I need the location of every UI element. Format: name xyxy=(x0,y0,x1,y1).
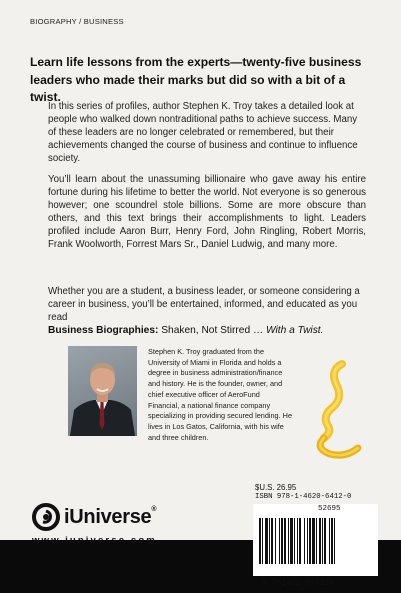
barcode-bar xyxy=(316,518,317,564)
barcode-bar xyxy=(275,518,276,564)
barcode-bar xyxy=(324,518,326,564)
barcode-bar xyxy=(290,518,293,564)
barcode-bar xyxy=(319,518,321,564)
lemon-twist-image xyxy=(300,360,372,460)
category-label: BIOGRAPHY / BUSINESS xyxy=(30,17,124,26)
barcode-bar xyxy=(312,518,315,564)
tagline-regular: Shaken, Not Stirred … xyxy=(158,325,266,336)
barcode-bar xyxy=(309,518,311,564)
barcode-bar xyxy=(297,518,298,564)
barcode-bar xyxy=(288,518,289,564)
barcode-bar xyxy=(331,518,333,564)
description-paragraph-3: Whether you are a student, a business leader, or someone considering a career in business, you’ll be entertained, informed, and educated as you read xyxy=(48,286,360,323)
barcode-bar xyxy=(294,518,295,564)
barcode-bar xyxy=(307,518,308,564)
barcode-bar xyxy=(259,518,261,564)
description-paragraph-1: In this series of profiles, author Stephen K. Troy takes a detailed look at people who walked down nontraditional paths to achieve success. Many of these leaders are no longer celebrated or remembered, but their achievements changed the course of business and continue to influence society. xyxy=(48,101,358,164)
barcode-top-number: 52695 xyxy=(318,505,341,513)
author-bio: Stephen K. Troy graduated from the University of Miami in Florida and holds a degree in business administration/finance and history. He is the founder, owner, and chief executive officer of AeroFund Financial, a national finance company specializing in providing secured lending. He lives in Los Gatos, California, with his wife and three children. xyxy=(148,347,292,442)
barcode-bar xyxy=(265,518,268,564)
barcode-bar xyxy=(269,518,270,564)
tagline xyxy=(48,325,378,336)
publisher-name: iUniverse® xyxy=(64,505,157,528)
barcode-bar xyxy=(284,518,286,564)
headline: Learn life lessons from the experts—twenty-five business leaders who made their marks but did so with a bit of a twist. xyxy=(30,55,362,104)
author-photo xyxy=(68,346,137,436)
tagline-bold: Business Biographies: xyxy=(48,325,159,336)
barcode-bar xyxy=(299,518,301,564)
barcode xyxy=(253,504,378,576)
description-paragraph-2: You’ll learn about the unassuming billionaire who gave away his entire fortune during his lifetime to better the world. Not everyone is so generous however; one scoundrel stole billions. Some are more obscure than others, and this text brings their accomplishments to light. Leaders profiled include Aaron Burr, Henry Ford, John Ringling, Robert Morris, Frank Woolworth, Forrest Mars Sr., Daniel Ludwig, and many more. xyxy=(48,174,366,250)
author-portrait-icon xyxy=(68,346,137,436)
tagline-italic: With a Twist. xyxy=(266,325,324,336)
barcode-bar xyxy=(322,518,323,564)
price: $U.S. 26.95 xyxy=(255,483,297,492)
barcode-bar xyxy=(279,518,280,564)
barcode-bottom-number: 9 781462 064120 xyxy=(262,579,335,588)
barcode-bar xyxy=(304,518,305,564)
isbn: ISBN 978-1-4620-6412-0 xyxy=(255,493,352,501)
barcode-bar xyxy=(262,518,263,564)
publisher-url[interactable]: www.iuniverse.com xyxy=(32,535,157,546)
lemon-twist-icon xyxy=(300,360,372,460)
publisher-logo xyxy=(32,500,156,534)
iuniverse-swirl-icon xyxy=(32,503,60,531)
barcode-bar xyxy=(334,518,335,564)
barcode-bar xyxy=(271,518,273,564)
barcode-bar xyxy=(329,518,330,564)
barcode-icon xyxy=(253,504,378,576)
barcode-bar xyxy=(281,518,283,564)
